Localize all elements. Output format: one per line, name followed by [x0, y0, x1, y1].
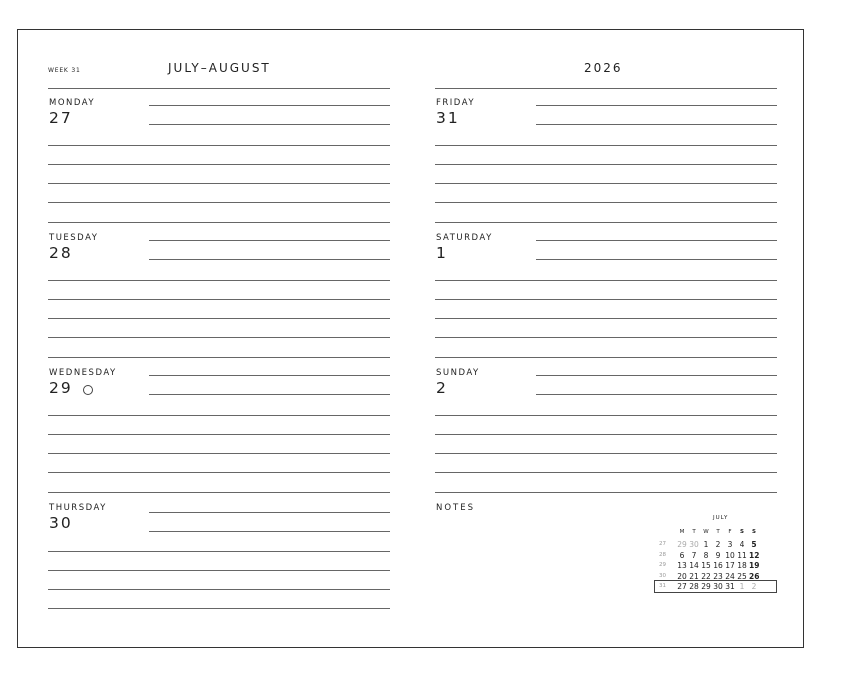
header-rule-right [435, 88, 777, 89]
weekday-header: T [692, 529, 696, 535]
write-line [435, 434, 777, 435]
calendar-day: 27 [677, 582, 687, 592]
day-number-wednesday: 29 [49, 379, 73, 397]
write-line [48, 280, 390, 281]
write-line [435, 492, 777, 493]
write-line [149, 259, 390, 260]
calendar-day: 6 [679, 550, 685, 560]
write-line [149, 531, 390, 532]
day-name-tuesday: TUESDAY [49, 233, 99, 243]
weekday-header: M [679, 529, 685, 535]
day-number-saturday: 1 [436, 244, 448, 262]
write-line [536, 394, 777, 395]
calendar-day: 11 [737, 550, 747, 560]
write-line [536, 124, 777, 125]
week-number: 29 [659, 562, 666, 569]
week-label: WEEK 31 [48, 67, 81, 74]
notes-label: NOTES [436, 503, 476, 513]
calendar-day: 24 [725, 571, 735, 581]
write-line [48, 357, 390, 358]
weekday-header: S [740, 529, 744, 535]
write-line [48, 145, 390, 146]
write-line [48, 453, 390, 454]
write-line [48, 434, 390, 435]
calendar-day: 20 [677, 571, 687, 581]
write-line [48, 472, 390, 473]
write-line [149, 105, 390, 106]
calendar-day: 1 [739, 582, 745, 592]
write-line [536, 375, 777, 376]
write-line [435, 453, 777, 454]
calendar-day: 8 [703, 550, 709, 560]
calendar-day: 2 [715, 540, 721, 549]
week-number: 27 [659, 541, 666, 547]
day-name-monday: MONDAY [49, 98, 96, 108]
calendar-day: 29 [701, 582, 711, 592]
calendar-day: 13 [677, 561, 687, 571]
day-number-friday: 31 [436, 109, 460, 127]
write-line [435, 280, 777, 281]
write-line [435, 318, 777, 319]
current-week-highlight [654, 580, 777, 593]
week-number: 31 [659, 583, 666, 590]
calendar-day: 17 [725, 561, 735, 571]
write-line [435, 357, 777, 358]
write-line [149, 394, 390, 395]
write-line [48, 318, 390, 319]
week-number: 28 [659, 551, 666, 558]
calendar-day: 31 [725, 582, 735, 592]
write-line [48, 164, 390, 165]
day-name-thursday: THURSDAY [49, 503, 107, 513]
calendar-day: 3 [727, 540, 733, 549]
calendar-day: 1 [703, 540, 709, 549]
write-line [48, 551, 390, 552]
calendar-day: 30 [689, 540, 699, 549]
calendar-day: 2 [751, 582, 757, 592]
mini-calendar [654, 515, 779, 615]
calendar-day: 26 [749, 571, 760, 581]
planner-page [17, 29, 804, 648]
calendar-day: 23 [713, 571, 723, 581]
write-line [435, 299, 777, 300]
calendar-day: 12 [749, 550, 760, 560]
day-number-monday: 27 [49, 109, 73, 127]
year-title: 2026 [584, 61, 623, 75]
calendar-day: 28 [689, 582, 699, 592]
write-line [149, 124, 390, 125]
write-line [48, 415, 390, 416]
calendar-day: 10 [725, 550, 735, 560]
write-line [536, 259, 777, 260]
write-line [48, 608, 390, 609]
write-line [435, 202, 777, 203]
calendar-day: 18 [737, 561, 747, 571]
day-number-thursday: 30 [49, 514, 73, 532]
write-line [48, 492, 390, 493]
day-name-friday: FRIDAY [436, 98, 476, 108]
calendar-day: 5 [751, 540, 757, 549]
calendar-day: 29 [677, 540, 687, 549]
write-line [435, 145, 777, 146]
write-line [48, 222, 390, 223]
full-moon-icon [83, 385, 93, 395]
write-line [149, 240, 390, 241]
mini-calendar-title: JULY [713, 515, 729, 521]
weekday-header: W [703, 529, 709, 535]
write-line [48, 299, 390, 300]
write-line [48, 183, 390, 184]
write-line [48, 202, 390, 203]
header-rule-left [48, 88, 390, 89]
calendar-day: 15 [701, 561, 711, 571]
write-line [536, 240, 777, 241]
weekday-header: F [728, 529, 732, 535]
calendar-day: 9 [715, 550, 721, 560]
calendar-day: 14 [689, 561, 699, 571]
write-line [536, 105, 777, 106]
day-name-saturday: SATURDAY [436, 233, 493, 243]
write-line [435, 415, 777, 416]
calendar-day: 7 [691, 550, 697, 560]
write-line [435, 472, 777, 473]
write-line [48, 589, 390, 590]
write-line [48, 570, 390, 571]
calendar-day: 4 [739, 540, 745, 549]
calendar-day: 16 [713, 561, 723, 571]
calendar-day: 25 [737, 571, 747, 581]
day-number-sunday: 2 [436, 379, 448, 397]
calendar-day: 19 [749, 561, 760, 571]
day-name-sunday: SUNDAY [436, 368, 480, 378]
write-line [435, 183, 777, 184]
day-number-tuesday: 28 [49, 244, 73, 262]
week-number: 30 [659, 572, 666, 579]
weekday-header: S [752, 529, 756, 535]
calendar-day: 30 [713, 582, 723, 592]
day-name-wednesday: WEDNESDAY [49, 368, 117, 378]
calendar-day: 22 [701, 571, 711, 581]
write-line [435, 222, 777, 223]
write-line [435, 164, 777, 165]
weekday-header: T [716, 529, 720, 535]
write-line [149, 512, 390, 513]
write-line [435, 337, 777, 338]
month-range-title: JULY–AUGUST [168, 61, 271, 75]
calendar-day: 21 [689, 571, 699, 581]
write-line [149, 375, 390, 376]
write-line [48, 337, 390, 338]
